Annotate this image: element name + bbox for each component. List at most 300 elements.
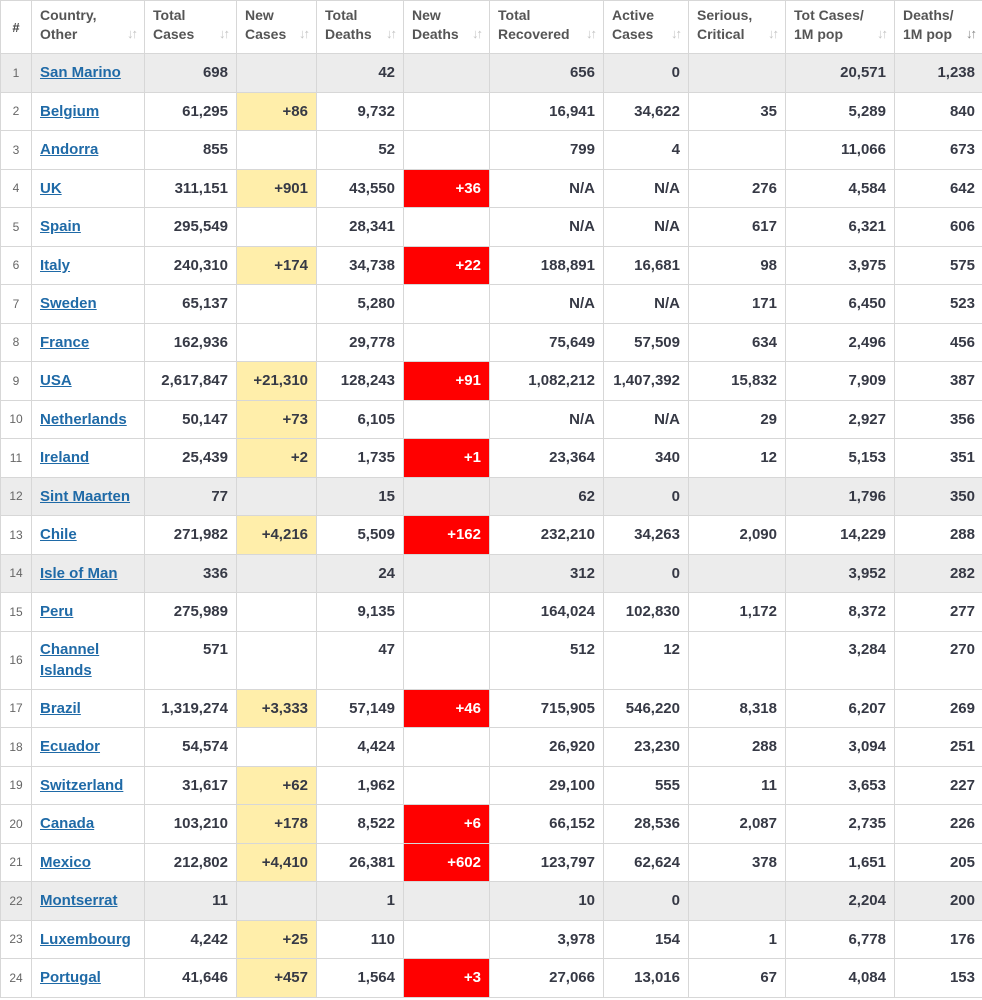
cell-total-recovered: 1,082,212: [490, 362, 604, 401]
cell-tot-cases-1m: 3,284: [786, 631, 895, 689]
cell-new-cases: +174: [237, 246, 317, 285]
table-row: [1, 400, 982, 439]
cell-serious-critical: 1,172: [689, 593, 786, 632]
sort-icon[interactable]: ↓↑: [386, 26, 395, 41]
cell-total-cases: 25,439: [145, 439, 237, 478]
column-header-label: Active Cases: [612, 7, 655, 42]
cell-tot-cases-1m: 2,927: [786, 400, 895, 439]
cell-tot-cases-1m: 3,653: [786, 766, 895, 805]
cell-serious-critical: [689, 477, 786, 516]
cell-total-deaths: 1,564: [317, 959, 404, 998]
cell-deaths-1m: 356: [895, 400, 982, 439]
table-row: [1, 169, 982, 208]
country-link[interactable]: Belgium: [40, 102, 100, 120]
cell-total-deaths: 128,243: [317, 362, 404, 401]
cell-total-deaths: 43,550: [317, 169, 404, 208]
cell-total-recovered: 312: [490, 554, 604, 593]
country-link[interactable]: UK: [40, 179, 62, 197]
cell-total-deaths: 9,135: [317, 593, 404, 632]
cell-country: [32, 400, 145, 439]
country-link[interactable]: Ireland: [40, 449, 90, 467]
cell-country: [32, 516, 145, 555]
cell-new-deaths: [404, 728, 490, 767]
cell-total-cases: 31,617: [145, 766, 237, 805]
cell-total-deaths: 29,778: [317, 323, 404, 362]
cell-tot-cases-1m: 14,229: [786, 516, 895, 555]
column-header-total-recovered[interactable]: [490, 1, 604, 54]
cell-total-recovered: 75,649: [490, 323, 604, 362]
cell-new-deaths: [404, 400, 490, 439]
cell-total-recovered: 62: [490, 477, 604, 516]
country-link[interactable]: Sint Maarten: [40, 487, 131, 505]
table-row: [1, 920, 982, 959]
sort-icon[interactable]: ↓↑: [877, 26, 886, 41]
cell-country: [32, 246, 145, 285]
cell-deaths-1m: 351: [895, 439, 982, 478]
cell-total-cases: 61,295: [145, 92, 237, 131]
cell-total-deaths: 1,735: [317, 439, 404, 478]
cell-tot-cases-1m: 4,084: [786, 959, 895, 998]
cell-new-cases: +457: [237, 959, 317, 998]
cell-deaths-1m: 606: [895, 208, 982, 247]
cell-serious-critical: 378: [689, 843, 786, 882]
sort-icon[interactable]: ↓↑: [768, 26, 777, 41]
column-header-label: Tot Cases/ 1M pop: [794, 7, 864, 42]
cell-new-cases: +4,410: [237, 843, 317, 882]
cell-new-deaths: +91: [404, 362, 490, 401]
cell-tot-cases-1m: 2,735: [786, 805, 895, 844]
column-header-active-cases[interactable]: [604, 1, 689, 54]
column-header-label: Country, Other: [40, 7, 97, 42]
cell-deaths-1m: 205: [895, 843, 982, 882]
country-link[interactable]: Isle of Man: [40, 564, 118, 582]
cell-active-cases: 13,016: [604, 959, 689, 998]
table-row: [1, 882, 982, 921]
cell-new-deaths: +3: [404, 959, 490, 998]
cell-active-cases: N/A: [604, 208, 689, 247]
cell-new-deaths: +602: [404, 843, 490, 882]
cell-country: [32, 843, 145, 882]
cell-new-deaths: [404, 766, 490, 805]
column-header-deaths-1m[interactable]: [895, 1, 982, 54]
table-row: [1, 92, 982, 131]
sort-icon[interactable]: ↓↑: [219, 26, 228, 41]
table-row: [1, 54, 982, 93]
cell-active-cases: 34,263: [604, 516, 689, 555]
cell-new-cases: [237, 323, 317, 362]
cell-new-deaths: [404, 554, 490, 593]
cell-deaths-1m: 269: [895, 689, 982, 728]
cell-deaths-1m: 350: [895, 477, 982, 516]
cell-tot-cases-1m: 20,571: [786, 54, 895, 93]
column-header-serious-critical[interactable]: [689, 1, 786, 54]
cell-rank: 23: [1, 920, 32, 959]
cell-new-deaths: [404, 92, 490, 131]
cell-total-deaths: 47: [317, 631, 404, 689]
country-link[interactable]: Channel Islands: [40, 641, 100, 679]
country-link[interactable]: San Marino: [40, 64, 121, 82]
cell-serious-critical: 11: [689, 766, 786, 805]
cell-serious-critical: [689, 882, 786, 921]
cell-new-cases: [237, 631, 317, 689]
country-link[interactable]: Luxembourg: [40, 930, 131, 948]
cell-country: [32, 554, 145, 593]
cell-tot-cases-1m: 1,651: [786, 843, 895, 882]
cell-new-cases: [237, 593, 317, 632]
column-header-label: New Cases: [245, 7, 287, 42]
cell-total-recovered: 799: [490, 131, 604, 170]
header-row: [1, 1, 982, 54]
cell-new-cases: +62: [237, 766, 317, 805]
cell-total-deaths: 24: [317, 554, 404, 593]
cell-tot-cases-1m: 5,289: [786, 92, 895, 131]
cell-new-cases: [237, 208, 317, 247]
cell-total-recovered: 16,941: [490, 92, 604, 131]
column-header-label: Deaths/ 1M pop: [903, 7, 954, 42]
cell-serious-critical: 2,090: [689, 516, 786, 555]
table-row: [1, 246, 982, 285]
cell-total-cases: 162,936: [145, 323, 237, 362]
column-header-new-deaths[interactable]: [404, 1, 490, 54]
column-header-total-cases[interactable]: [145, 1, 237, 54]
cell-active-cases: 154: [604, 920, 689, 959]
cell-total-recovered: 10: [490, 882, 604, 921]
cell-serious-critical: 29: [689, 400, 786, 439]
cell-deaths-1m: 523: [895, 285, 982, 324]
cell-serious-critical: 35: [689, 92, 786, 131]
cell-active-cases: 1,407,392: [604, 362, 689, 401]
cell-country: [32, 766, 145, 805]
cell-new-deaths: [404, 593, 490, 632]
cell-rank: 14: [1, 554, 32, 593]
cell-total-cases: 65,137: [145, 285, 237, 324]
cell-country: [32, 959, 145, 998]
cell-rank: 12: [1, 477, 32, 516]
country-link[interactable]: Canada: [40, 815, 95, 833]
cell-total-cases: 698: [145, 54, 237, 93]
cell-tot-cases-1m: 3,975: [786, 246, 895, 285]
table-header: [1, 1, 982, 54]
cell-active-cases: 0: [604, 554, 689, 593]
cell-serious-critical: 617: [689, 208, 786, 247]
column-header-label: Total Recovered: [498, 7, 570, 42]
cell-new-deaths: [404, 631, 490, 689]
cell-new-cases: +901: [237, 169, 317, 208]
cell-deaths-1m: 153: [895, 959, 982, 998]
cell-serious-critical: 288: [689, 728, 786, 767]
cell-total-cases: 212,802: [145, 843, 237, 882]
cell-country: [32, 208, 145, 247]
cell-deaths-1m: 456: [895, 323, 982, 362]
table-body: [1, 54, 982, 998]
cell-total-deaths: 8,522: [317, 805, 404, 844]
cell-total-recovered: N/A: [490, 400, 604, 439]
cell-tot-cases-1m: 6,778: [786, 920, 895, 959]
cell-active-cases: 57,509: [604, 323, 689, 362]
cell-new-cases: +73: [237, 400, 317, 439]
cell-total-recovered: 26,920: [490, 728, 604, 767]
cell-tot-cases-1m: 11,066: [786, 131, 895, 170]
cell-total-deaths: 15: [317, 477, 404, 516]
cell-rank: 16: [1, 631, 32, 689]
cell-new-cases: +86: [237, 92, 317, 131]
cell-active-cases: 62,624: [604, 843, 689, 882]
cell-rank: 8: [1, 323, 32, 362]
cell-rank: 11: [1, 439, 32, 478]
table-row: [1, 362, 982, 401]
cell-total-cases: 311,151: [145, 169, 237, 208]
cell-rank: 17: [1, 689, 32, 728]
cell-tot-cases-1m: 8,372: [786, 593, 895, 632]
cell-total-deaths: 5,509: [317, 516, 404, 555]
cell-rank: 4: [1, 169, 32, 208]
cell-new-deaths: +46: [404, 689, 490, 728]
cell-total-cases: 240,310: [145, 246, 237, 285]
country-link[interactable]: Ecuador: [40, 738, 101, 756]
sort-icon[interactable]: ↓↑: [586, 26, 595, 41]
cell-deaths-1m: 277: [895, 593, 982, 632]
cell-deaths-1m: 251: [895, 728, 982, 767]
cell-deaths-1m: 226: [895, 805, 982, 844]
cell-tot-cases-1m: 2,204: [786, 882, 895, 921]
sort-icon[interactable]: ↓↑: [299, 26, 308, 41]
cell-new-deaths: [404, 208, 490, 247]
cell-deaths-1m: 282: [895, 554, 982, 593]
cell-total-recovered: 123,797: [490, 843, 604, 882]
cell-serious-critical: 1: [689, 920, 786, 959]
country-link[interactable]: Portugal: [40, 969, 101, 987]
cell-total-cases: 295,549: [145, 208, 237, 247]
cell-new-deaths: [404, 323, 490, 362]
cell-deaths-1m: 1,238: [895, 54, 982, 93]
column-header-total-deaths[interactable]: [317, 1, 404, 54]
country-link[interactable]: Italy: [40, 256, 71, 274]
cell-tot-cases-1m: 1,796: [786, 477, 895, 516]
cell-new-cases: +178: [237, 805, 317, 844]
cell-active-cases: 555: [604, 766, 689, 805]
cell-new-cases: [237, 285, 317, 324]
cell-rank: 22: [1, 882, 32, 921]
column-header-label: New Deaths: [412, 7, 459, 42]
cell-country: [32, 631, 145, 689]
country-link[interactable]: Chile: [40, 526, 77, 544]
cell-active-cases: 340: [604, 439, 689, 478]
cell-active-cases: N/A: [604, 400, 689, 439]
cell-tot-cases-1m: 6,321: [786, 208, 895, 247]
table-row: [1, 959, 982, 998]
cell-total-cases: 855: [145, 131, 237, 170]
table-row: [1, 805, 982, 844]
cell-rank: 21: [1, 843, 32, 882]
cell-tot-cases-1m: 4,584: [786, 169, 895, 208]
cell-total-cases: 336: [145, 554, 237, 593]
table-row: [1, 516, 982, 555]
cell-serious-critical: 171: [689, 285, 786, 324]
table-row: [1, 131, 982, 170]
sort-icon[interactable]: ↓↑: [127, 26, 136, 41]
cell-deaths-1m: 176: [895, 920, 982, 959]
cell-active-cases: 16,681: [604, 246, 689, 285]
cell-new-cases: [237, 728, 317, 767]
table-row: [1, 477, 982, 516]
cell-serious-critical: 634: [689, 323, 786, 362]
country-link[interactable]: Mexico: [40, 853, 91, 871]
country-link[interactable]: Montserrat: [40, 892, 118, 910]
cell-serious-critical: 98: [689, 246, 786, 285]
cell-country: [32, 285, 145, 324]
table-row: [1, 766, 982, 805]
cell-serious-critical: 15,832: [689, 362, 786, 401]
cell-deaths-1m: 387: [895, 362, 982, 401]
cell-serious-critical: [689, 131, 786, 170]
cell-country: [32, 131, 145, 170]
cell-new-cases: +2: [237, 439, 317, 478]
cell-active-cases: 546,220: [604, 689, 689, 728]
cell-total-cases: 11: [145, 882, 237, 921]
cell-tot-cases-1m: 5,153: [786, 439, 895, 478]
cell-total-recovered: 27,066: [490, 959, 604, 998]
cell-serious-critical: [689, 54, 786, 93]
cell-rank: 3: [1, 131, 32, 170]
table-row: [1, 323, 982, 362]
cell-country: [32, 362, 145, 401]
cell-rank: 20: [1, 805, 32, 844]
cell-total-cases: 1,319,274: [145, 689, 237, 728]
cell-active-cases: 102,830: [604, 593, 689, 632]
cell-rank: 2: [1, 92, 32, 131]
cell-active-cases: 0: [604, 477, 689, 516]
cell-serious-critical: 67: [689, 959, 786, 998]
cell-country: [32, 54, 145, 93]
cell-rank: 15: [1, 593, 32, 632]
column-header-label: Total Deaths: [325, 7, 372, 42]
cell-active-cases: 28,536: [604, 805, 689, 844]
cell-new-deaths: +22: [404, 246, 490, 285]
cell-country: [32, 593, 145, 632]
cell-total-cases: 103,210: [145, 805, 237, 844]
cell-total-deaths: 52: [317, 131, 404, 170]
cell-active-cases: 34,622: [604, 92, 689, 131]
cell-deaths-1m: 575: [895, 246, 982, 285]
cell-country: [32, 805, 145, 844]
cell-country: [32, 439, 145, 478]
table-row: [1, 285, 982, 324]
cell-serious-critical: 8,318: [689, 689, 786, 728]
cell-active-cases: 12: [604, 631, 689, 689]
cell-country: [32, 728, 145, 767]
cell-total-recovered: N/A: [490, 208, 604, 247]
cell-active-cases: 0: [604, 54, 689, 93]
column-header-label: Serious, Critical: [697, 7, 753, 42]
cell-total-cases: 571: [145, 631, 237, 689]
cell-new-cases: [237, 131, 317, 170]
table-row: [1, 631, 982, 689]
cell-total-recovered: N/A: [490, 285, 604, 324]
cell-new-cases: +25: [237, 920, 317, 959]
table-row: [1, 439, 982, 478]
cell-new-deaths: [404, 882, 490, 921]
cell-total-deaths: 110: [317, 920, 404, 959]
column-header-rank: #: [1, 1, 32, 54]
cell-active-cases: 4: [604, 131, 689, 170]
cell-total-cases: 54,574: [145, 728, 237, 767]
cell-total-deaths: 26,381: [317, 843, 404, 882]
cell-new-deaths: [404, 477, 490, 516]
cell-total-recovered: 29,100: [490, 766, 604, 805]
cell-deaths-1m: 270: [895, 631, 982, 689]
cell-country: [32, 882, 145, 921]
cell-tot-cases-1m: 2,496: [786, 323, 895, 362]
table-row: [1, 554, 982, 593]
cell-new-deaths: +162: [404, 516, 490, 555]
cell-serious-critical: 276: [689, 169, 786, 208]
cell-total-recovered: 715,905: [490, 689, 604, 728]
sort-desc-icon[interactable]: ↓↑: [966, 26, 975, 41]
cell-total-cases: 4,242: [145, 920, 237, 959]
cell-total-recovered: 66,152: [490, 805, 604, 844]
country-link[interactable]: Brazil: [40, 699, 81, 717]
country-link[interactable]: Peru: [40, 603, 74, 621]
country-link[interactable]: France: [40, 333, 90, 351]
cell-tot-cases-1m: 7,909: [786, 362, 895, 401]
cell-new-deaths: [404, 131, 490, 170]
sort-icon[interactable]: ↓↑: [671, 26, 680, 41]
cell-total-recovered: 164,024: [490, 593, 604, 632]
cell-total-deaths: 6,105: [317, 400, 404, 439]
country-link[interactable]: Netherlands: [40, 410, 127, 428]
country-link[interactable]: Andorra: [40, 141, 99, 159]
cell-active-cases: 23,230: [604, 728, 689, 767]
cell-new-deaths: +36: [404, 169, 490, 208]
column-header-country[interactable]: [32, 1, 145, 54]
cell-active-cases: N/A: [604, 285, 689, 324]
cell-deaths-1m: 200: [895, 882, 982, 921]
country-link[interactable]: Sweden: [40, 295, 97, 313]
cell-total-recovered: N/A: [490, 169, 604, 208]
cell-rank: 13: [1, 516, 32, 555]
cell-country: [32, 169, 145, 208]
cell-rank: 24: [1, 959, 32, 998]
country-link[interactable]: USA: [40, 372, 72, 390]
column-header-tot-cases-1m[interactable]: [786, 1, 895, 54]
country-link[interactable]: Spain: [40, 218, 81, 236]
cell-total-deaths: 9,732: [317, 92, 404, 131]
cell-total-deaths: 28,341: [317, 208, 404, 247]
cell-new-deaths: [404, 920, 490, 959]
cell-rank: 18: [1, 728, 32, 767]
cell-rank: 7: [1, 285, 32, 324]
cell-country: [32, 92, 145, 131]
sort-icon[interactable]: ↓↑: [472, 26, 481, 41]
cell-total-deaths: 1,962: [317, 766, 404, 805]
cell-deaths-1m: 642: [895, 169, 982, 208]
column-header-new-cases[interactable]: [237, 1, 317, 54]
cell-new-cases: +21,310: [237, 362, 317, 401]
cell-serious-critical: 2,087: [689, 805, 786, 844]
cell-country: [32, 920, 145, 959]
cell-total-cases: 275,989: [145, 593, 237, 632]
cell-tot-cases-1m: 6,450: [786, 285, 895, 324]
country-link[interactable]: Switzerland: [40, 776, 124, 794]
cell-total-deaths: 34,738: [317, 246, 404, 285]
cell-country: [32, 323, 145, 362]
column-header-label: Total Cases: [153, 7, 195, 42]
cell-new-cases: [237, 882, 317, 921]
table-row: [1, 689, 982, 728]
cell-rank: 5: [1, 208, 32, 247]
cell-new-deaths: +6: [404, 805, 490, 844]
cell-total-deaths: 57,149: [317, 689, 404, 728]
